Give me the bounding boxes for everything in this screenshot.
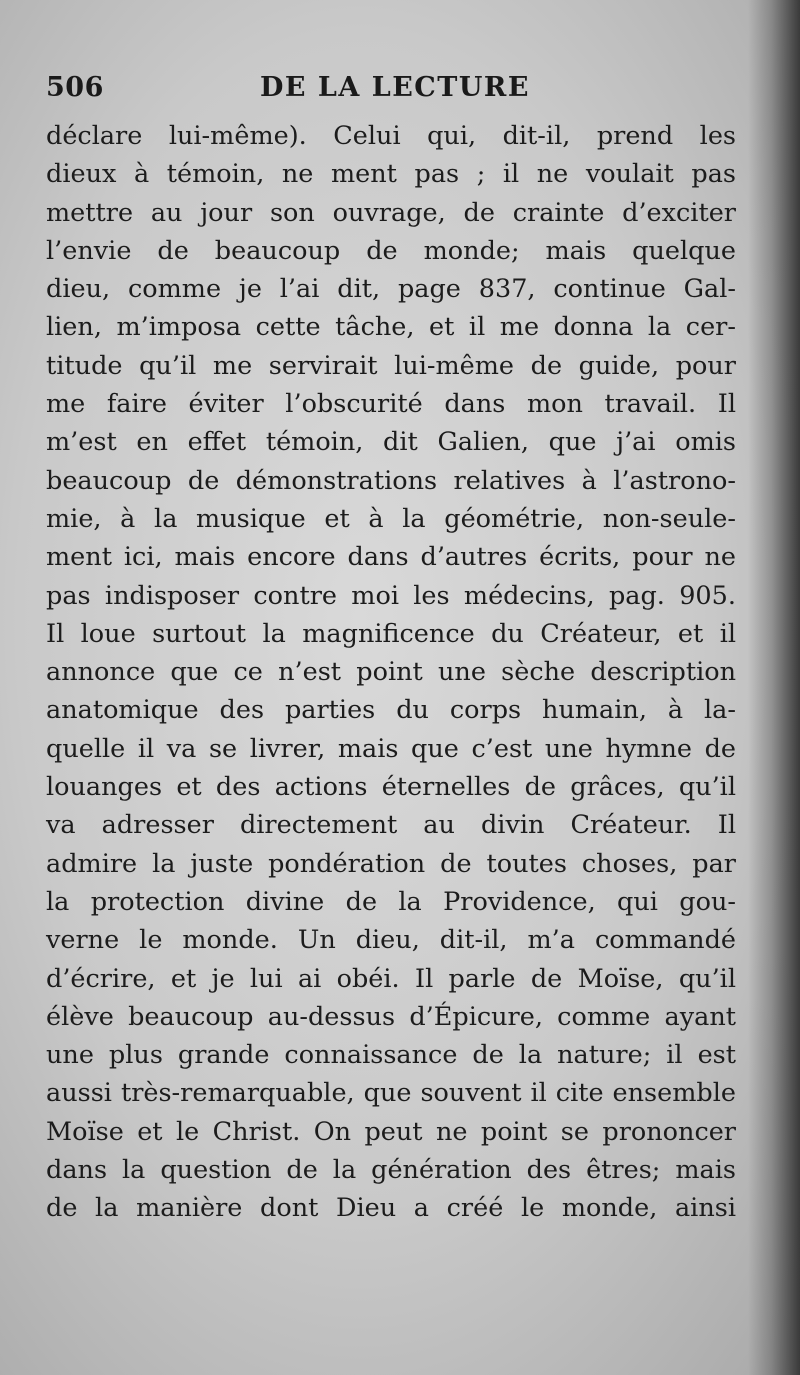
- text-line: dieux à témoin, ne ment pas ; il ne voulait pas: [46, 159, 736, 190]
- text-line: une plus grande connaissance de la nature; il est: [46, 1040, 736, 1071]
- text-line: verne le monde. Un dieu, dit-il, m’a commandé: [46, 925, 736, 956]
- text-line: aussi très-remarquable, que souvent il cite ensemble: [46, 1078, 736, 1109]
- text-line: m’est en effet témoin, dit Galien, que j’ai omis: [46, 427, 736, 458]
- text-line: louanges et des actions éternelles de grâces, qu’il: [46, 772, 736, 803]
- text-line: déclare lui-même). Celui qui, dit-il, prend les: [46, 121, 736, 151]
- text-line: anatomique des parties du corps humain, à la-: [46, 695, 736, 726]
- text-line: l’envie de beaucoup de monde; mais quelque: [46, 235, 736, 266]
- text-line: la protection divine de la Providence, qui gou-: [46, 886, 736, 917]
- text-line: dieu, comme je l’ai dit, page 837, continue Gal-: [46, 274, 736, 305]
- text-line: de la manière dont Dieu a créé le monde, ainsi: [46, 1193, 736, 1224]
- text-line: ment ici, mais encore dans d’autres écrits, pour ne: [46, 542, 736, 573]
- page-number: 506: [46, 72, 104, 103]
- text-line: dans la question de la génération des êtres; mais: [46, 1155, 736, 1186]
- page-header: [46, 72, 746, 112]
- text-line: lien, m’imposa cette tâche, et il me donna la cer-: [46, 312, 736, 343]
- text-line: Il loue surtout la magnificence du Créateur, et il: [46, 618, 736, 649]
- text-line: quelle il va se livrer, mais que c’est une hymne de: [46, 733, 736, 764]
- text-line: pas indisposer contre moi les médecins, pag. 905.: [46, 580, 736, 611]
- text-line: titude qu’il me servirait lui-même de guide, pour: [46, 350, 736, 381]
- running-title: DE LA LECTURE: [260, 72, 530, 103]
- text-line: mie, à la musique et à la géométrie, non-seule-: [46, 503, 736, 534]
- text-line: admire la juste pondération de toutes choses, par: [46, 848, 736, 879]
- page-edge-shadow: [748, 0, 800, 1375]
- text-line: me faire éviter l’obscurité dans mon travail. Il: [46, 389, 736, 420]
- text-line: annonce que ce n’est point une sèche description: [46, 657, 736, 688]
- text-line: Moïse et le Christ. On peut ne point se prononcer: [46, 1116, 736, 1147]
- text-line: beaucoup de démonstrations relatives à l’astrono-: [46, 465, 736, 496]
- text-line: va adresser directement au divin Créateur. Il: [46, 810, 736, 841]
- text-line: d’écrire, et je lui ai obéi. Il parle de Moïse, qu’il: [46, 963, 736, 994]
- text-line: mettre au jour son ouvrage, de crainte d’exciter: [46, 197, 736, 228]
- text-line: élève beaucoup au-dessus d’Épicure, comme ayant: [46, 1001, 736, 1032]
- body-text: [46, 117, 736, 1228]
